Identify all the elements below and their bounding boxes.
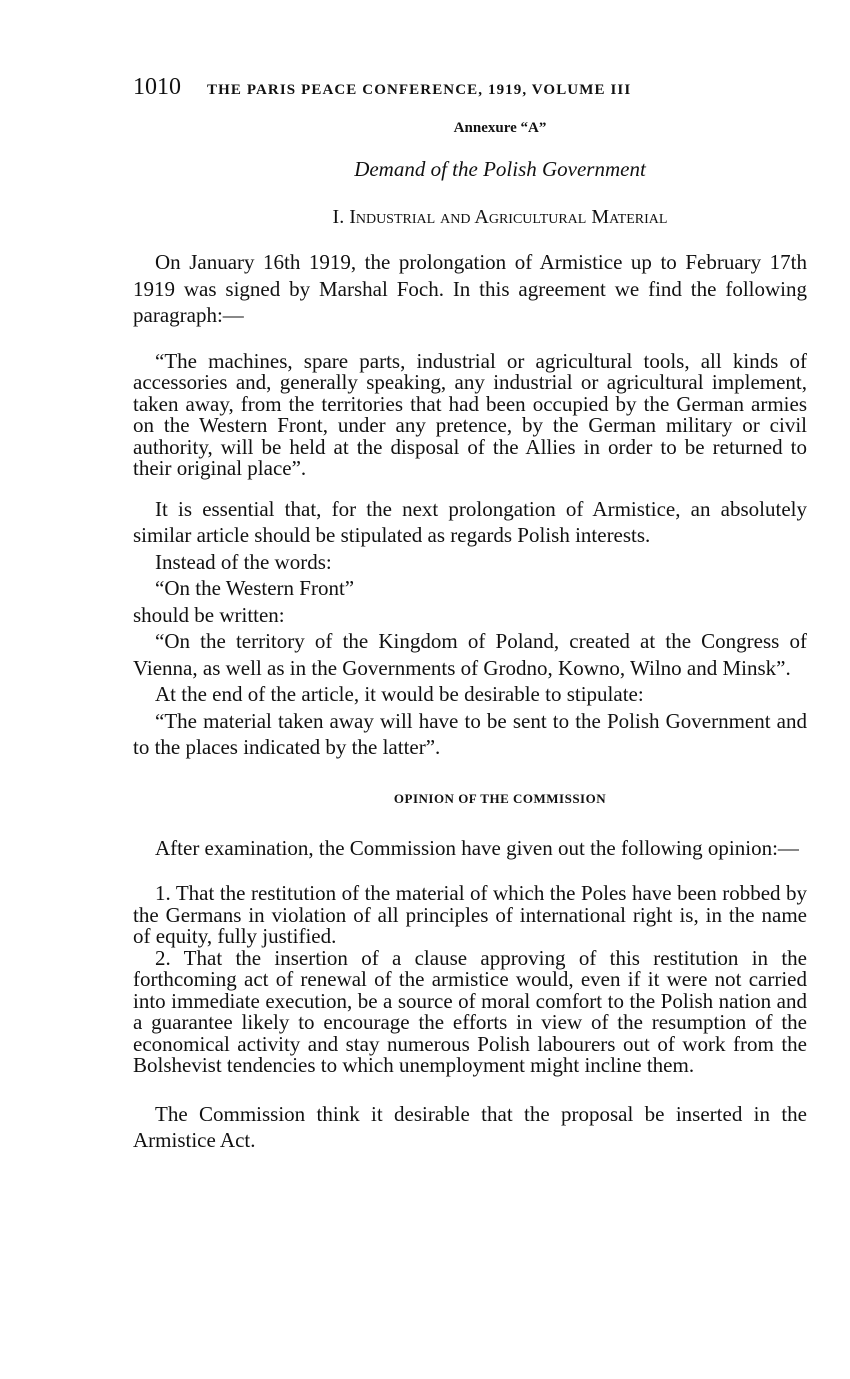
essential-paragraph: It is essential that, for the next prolongation of Armistice, an absolutely similar article should be stipulated as regards Polish interests. [133, 496, 807, 547]
opinion-heading: OPINION OF THE COMMISSION [393, 790, 607, 806]
western-front-line: “On the Western Front” [155, 576, 355, 600]
territory-paragraph: “On the territory of the Kingdom of Poland, created at the Congress of Vienna, as well as in the Governments of Grodno, Kowno, Wilno and Minsk”. [133, 629, 807, 680]
annexure-label: Annexure “A” [453, 120, 547, 136]
demand-title: Demand of the Polish Government [354, 157, 646, 181]
document-page [133, 74, 807, 1154]
should-be-written-line: should be written: [133, 602, 285, 627]
running-title: THE PARIS PEACE CONFERENCE, 1919, VOLUME III [207, 82, 632, 98]
opinion-item-2: 2. That the insertion of a clause approving of this restitution in the forthcoming act of renewal of the armistice would, even if it were not carried into immediate execution, be a source of moral comfort to the Polish nation and a guarantee likely to encourage the efforts in view of the resumption of the economical activity and stay numerous Polish labourers out of work from the Bolshevist tendencies to which unemployment might incline them. [133, 945, 807, 1077]
final-paragraph: The Commission think it desirable that the proposal be inserted in the Armistice Act. [133, 1101, 807, 1152]
intro-paragraph: On January 16th 1919, the prolongation of Armistice up to February 17th 1919 was signed by Marshal Foch. In this agreement we find the following paragraph:— [133, 250, 807, 327]
page-number: 1010 [133, 74, 181, 100]
running-header [133, 74, 807, 106]
material-sent-paragraph: “The material taken away will have to be sent to the Polish Government and to the places indicated by the latter”. [133, 708, 807, 759]
armistice-quote: “The machines, spare parts, industrial or agricultural tools, all kinds of accessories and, generally speaking, any industrial or agricultural implement, taken away, from the territories that had been occupied by the German armies on the Western Front, under any pretence, by the German military or civil authority, will be held at the disposal of the Allies in order to be returned to their original place”. [133, 348, 807, 480]
after-examination-paragraph: After examination, the Commission have given out the following opinion:— [155, 835, 799, 860]
end-of-article-line: At the end of the article, it would be desirable to stipulate: [155, 682, 644, 706]
opinion-item-1: 1. That the restitution of the material of which the Poles have been robbed by the Germans in violation of all principles of international right is, in the name of equity, fully justified. [133, 881, 807, 948]
instead-of-line: Instead of the words: [155, 549, 332, 574]
section-heading: I. Industrial and Agricultural Material [332, 206, 668, 228]
